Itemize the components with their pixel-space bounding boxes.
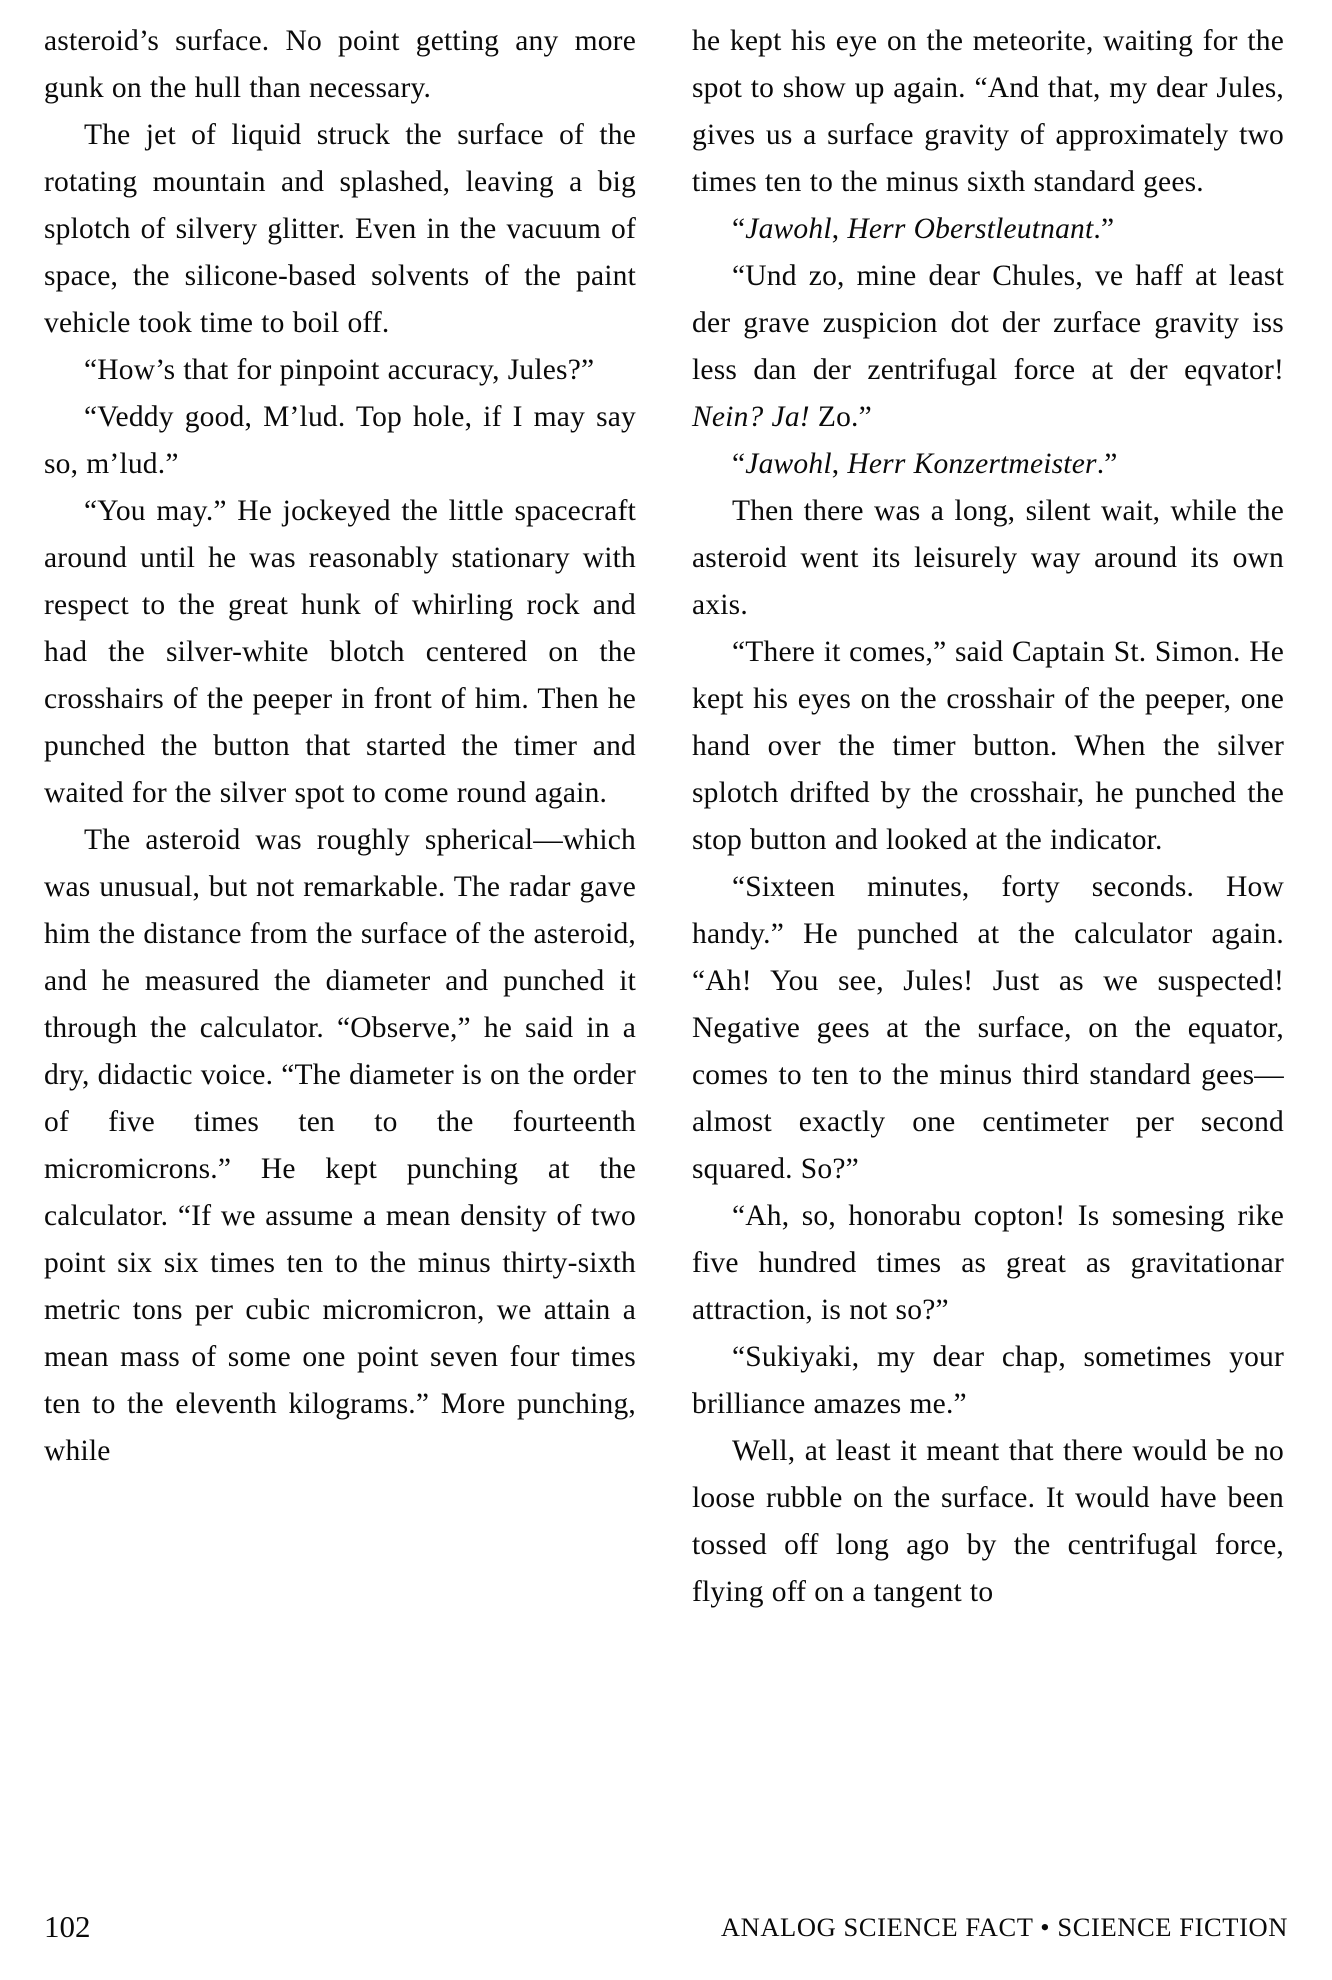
text-run: “You may.” He jockeyed the little spacecraft around until he was reasonably stationary with respect to the great hunk of whirling rock and had the silver-white blotch centered on the crosshairs of the peeper in front of him. Then he punched the button that started the timer and waited for the silver spot to come round again.	[44, 495, 636, 809]
text-run: “There it comes,” said Captain St. Simon. He kept his eyes on the crosshair of the peeper, one hand over the timer button. When the silver splotch drifted by the crosshair, he punched the stop button and looked at the indicator.	[692, 636, 1284, 856]
paragraph	[692, 1334, 1284, 1428]
text-run: The jet of liquid struck the surface of the rotating mountain and splashed, leaving a big splotch of silvery glitter. Even in the vacuum of space, the silicone-based solvents of the paint vehicle took time to boil off.	[44, 119, 636, 339]
italic-run: Herr Konzertmeister	[847, 448, 1097, 480]
paragraph	[692, 206, 1284, 253]
page-number: 102	[44, 1909, 91, 1944]
italic-run: Jawohl	[745, 448, 832, 480]
text-run: Zo.”	[817, 401, 872, 433]
text-run: .”	[1093, 213, 1115, 245]
right-column	[692, 18, 1284, 1858]
paragraph	[692, 488, 1284, 629]
text-run: ,	[831, 213, 848, 245]
left-column	[44, 18, 636, 1858]
page-footer	[44, 1906, 1288, 1946]
paragraph	[44, 488, 636, 817]
text-run: he kept his eye on the meteorite, waiting for the spot to show up again. “And that, my dear Jules, gives us a surface gravity of approximately two times ten to the minus sixth standard gees.	[692, 25, 1284, 198]
paragraph	[692, 18, 1284, 206]
running-footer: ANALOG SCIENCE FACT • SCIENCE FICTION	[720, 1912, 1288, 1942]
text-run: ,	[831, 448, 848, 480]
text-run: “Ah, so, honorabu copton! Is somesing rike five hundred times as great as gravitationar attraction, is not so?”	[692, 1200, 1284, 1326]
text-run: “Und zo, mine dear Chules, ve haff at least der grave zuspicion dot der zurface gravity iss less dan der zentrifugal force at der eqvator!	[692, 260, 1284, 386]
paragraph	[44, 394, 636, 488]
italic-run: Jawohl	[745, 213, 832, 245]
text-run: Then there was a long, silent wait, while the asteroid went its leisurely way around its own axis.	[692, 495, 1284, 621]
text-run: .”	[1096, 448, 1118, 480]
text-columns	[44, 18, 1288, 1858]
paragraph	[44, 112, 636, 347]
text-run: “Veddy good, M’lud. Top hole, if I may say so, m’lud.”	[44, 401, 636, 480]
paragraph	[692, 629, 1284, 864]
paragraph	[692, 1428, 1284, 1616]
italic-run: Nein? Ja!	[692, 401, 818, 433]
text-run: “How’s that for pinpoint accuracy, Jules?”	[84, 354, 595, 386]
text-run: The asteroid was roughly spherical—which was unusual, but not remarkable. The radar gave him the distance from the surface of the asteroid, and he measured the diameter and punched it through the calculator. “Observe,” he said in a dry, didactic voice. “The diameter is on the order of five times ten to the fourteenth micromicrons.” He kept punching at the calculator. “If we assume a mean density of two point six six times ten to the minus thirty-sixth metric tons per cubic micromicron, we attain a mean mass of some one point seven four times ten to the eleventh kilograms.” More punching, while	[44, 824, 637, 1467]
italic-run: Herr Oberstleutnant	[847, 213, 1094, 245]
paragraph	[692, 864, 1284, 1193]
paragraph	[692, 253, 1284, 441]
text-run: “Sukiyaki, my dear chap, sometimes your brilliance amazes me.”	[692, 1341, 1284, 1420]
paragraph	[44, 347, 636, 394]
paragraph	[692, 441, 1284, 488]
text-run: “Sixteen minutes, forty seconds. How handy.” He punched at the calculator again. “Ah! You see, Jules! Just as we suspected! Negative gees at the surface, on the equator, comes to ten to the minus third standard gees—almost exactly one centimeter per second squared. So?”	[692, 871, 1284, 1185]
paragraph	[44, 817, 636, 1475]
text-run: “	[732, 213, 746, 245]
text-run: “	[732, 448, 746, 480]
text-run: Well, at least it meant that there would be no loose rubble on the surface. It would have been tossed off long ago by the centrifugal force, flying off on a tangent to	[692, 1435, 1284, 1608]
paragraph	[692, 1193, 1284, 1334]
text-run: asteroid’s surface. No point getting any more gunk on the hull than necessary.	[44, 25, 636, 104]
paragraph	[44, 18, 636, 112]
